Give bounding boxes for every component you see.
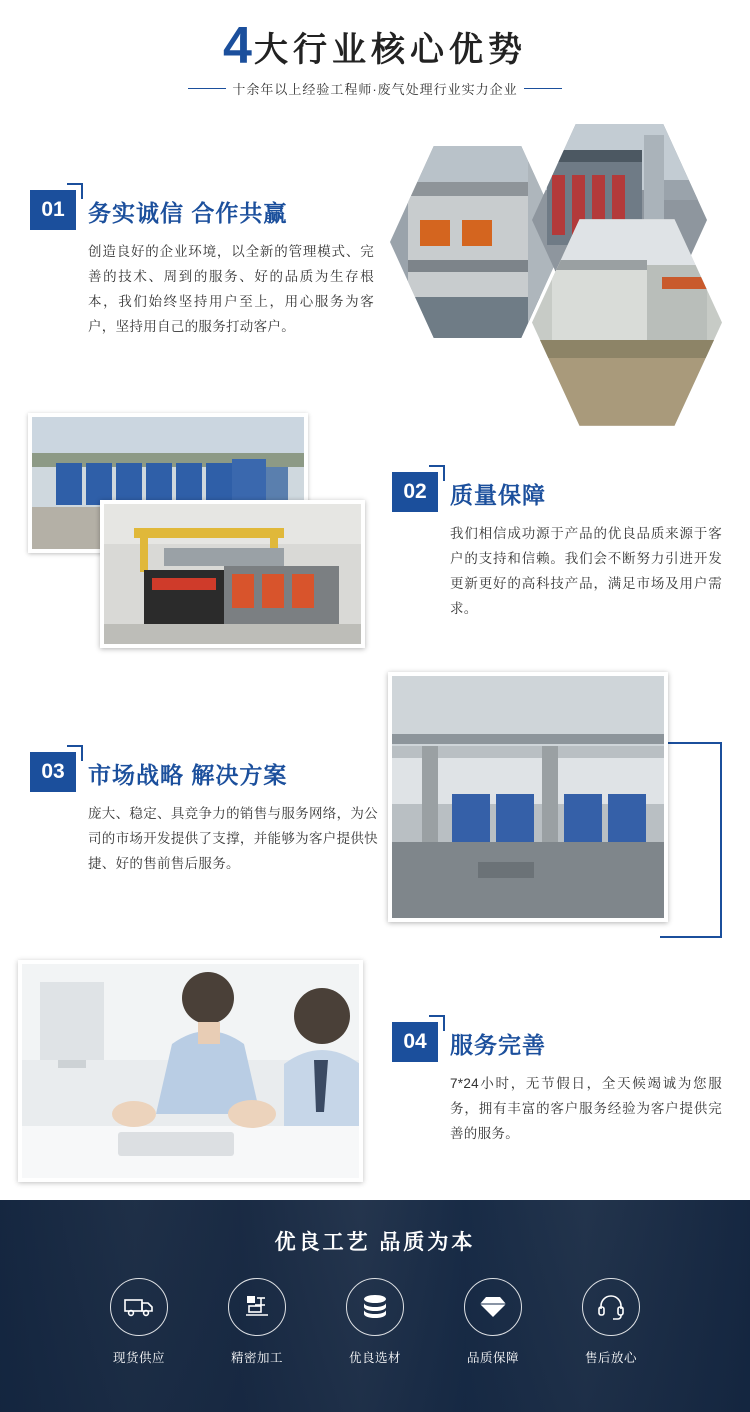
corner-bracket-icon <box>429 465 445 481</box>
footer-item-5-label: 售后放心 <box>584 1351 637 1365</box>
headset-icon <box>582 1278 640 1336</box>
page-header <box>0 17 750 98</box>
footer-item-3-label: 优良选材 <box>348 1351 401 1365</box>
section-03-number-text: 03 <box>41 760 65 783</box>
section-04-number <box>392 1022 438 1062</box>
block2-photo-2 <box>100 500 365 648</box>
machine-icon <box>228 1278 286 1336</box>
layers-icon-glyph <box>360 1294 390 1320</box>
section-01-heading: 务实诚信 合作共赢 <box>88 200 288 226</box>
section-02-body: 我们相信成功源于产品的优良品质来源于客户的支持和信赖。我们会不断努力引进开发更新更好的高科技产品，满足市场及用户需求。 <box>450 526 722 616</box>
section-02 <box>392 472 722 622</box>
footer-item-4 <box>453 1278 533 1366</box>
spray-booth-workshop-icon <box>392 676 664 918</box>
section-02-number <box>392 472 438 512</box>
footer-feature-list <box>0 1278 750 1366</box>
footer-item-2-label: 精密加工 <box>230 1351 283 1365</box>
section-01-number <box>30 190 76 230</box>
footer-title: 优良工艺 品质为本 <box>274 1231 476 1254</box>
catalytic-furnace-workshop-icon <box>104 504 361 644</box>
section-01 <box>30 190 374 340</box>
footer-item-3 <box>335 1278 415 1366</box>
header-rule-right <box>524 88 562 89</box>
corner-bracket-icon <box>67 745 83 761</box>
section-02-title-row <box>392 472 722 512</box>
footer-item-5 <box>571 1278 651 1366</box>
truck-icon-glyph <box>124 1296 154 1318</box>
hex-photo-group <box>390 120 740 385</box>
customer-service-staff-icon <box>22 964 359 1178</box>
section-02-heading: 质量保障 <box>450 482 546 508</box>
truck-icon <box>110 1278 168 1336</box>
corner-bracket-icon <box>429 1015 445 1031</box>
footer-item-1 <box>99 1278 179 1366</box>
header-subtitle: 十余年以上经验工程师·废气处理行业实力企业 <box>232 82 518 98</box>
header-title-text: 大行业核心优势 <box>253 31 527 69</box>
machine-icon-glyph <box>244 1294 270 1320</box>
corner-bracket-icon <box>67 183 83 199</box>
page-title <box>0 17 750 75</box>
section-04 <box>392 1022 722 1147</box>
block4-photo <box>18 960 363 1182</box>
section-03 <box>30 752 378 877</box>
section-03-body: 庞大、稳定、具竞争力的销售与服务网络，为公司的市场开发提供了支撑，并能够为客户提供快捷、好的售前售后服务。 <box>88 806 378 871</box>
diamond-icon-glyph <box>479 1294 507 1320</box>
section-03-heading: 市场战略 解决方案 <box>88 762 288 788</box>
layers-icon <box>346 1278 404 1336</box>
footer-item-4-label: 品质保障 <box>466 1351 519 1365</box>
block3-photo <box>388 672 668 922</box>
footer-item-2 <box>217 1278 297 1366</box>
section-03-title-row <box>30 752 375 792</box>
section-04-body: 7*24小时，无节假日，全天候竭诚为您服务，拥有丰富的客户服务经验为客户提供完善的服务。 <box>450 1076 722 1141</box>
headset-icon-glyph <box>597 1294 625 1320</box>
footer-item-1-label: 现货供应 <box>112 1351 165 1365</box>
section-01-body: 创造良好的企业环境，以全新的管理模式、完善的技术、周到的服务、好的品质为生存根本，我们始终坚持用户至上，用心服务为客户，坚持用自己的服务打动客户。 <box>88 244 374 334</box>
footer-banner <box>0 1200 750 1412</box>
section-04-heading: 服务完善 <box>450 1032 546 1058</box>
section-01-number-text: 01 <box>41 198 65 221</box>
header-subtitle-row <box>0 79 750 98</box>
header-rule-left <box>188 88 226 89</box>
header-number: 4 <box>223 17 252 75</box>
section-04-number-text: 04 <box>403 1030 427 1053</box>
section-01-title-row <box>30 190 370 230</box>
section-04-title-row <box>392 1022 722 1062</box>
block3-decor-frame <box>660 742 722 938</box>
diamond-icon <box>464 1278 522 1336</box>
section-02-number-text: 02 <box>403 480 427 503</box>
section-03-number <box>30 752 76 792</box>
